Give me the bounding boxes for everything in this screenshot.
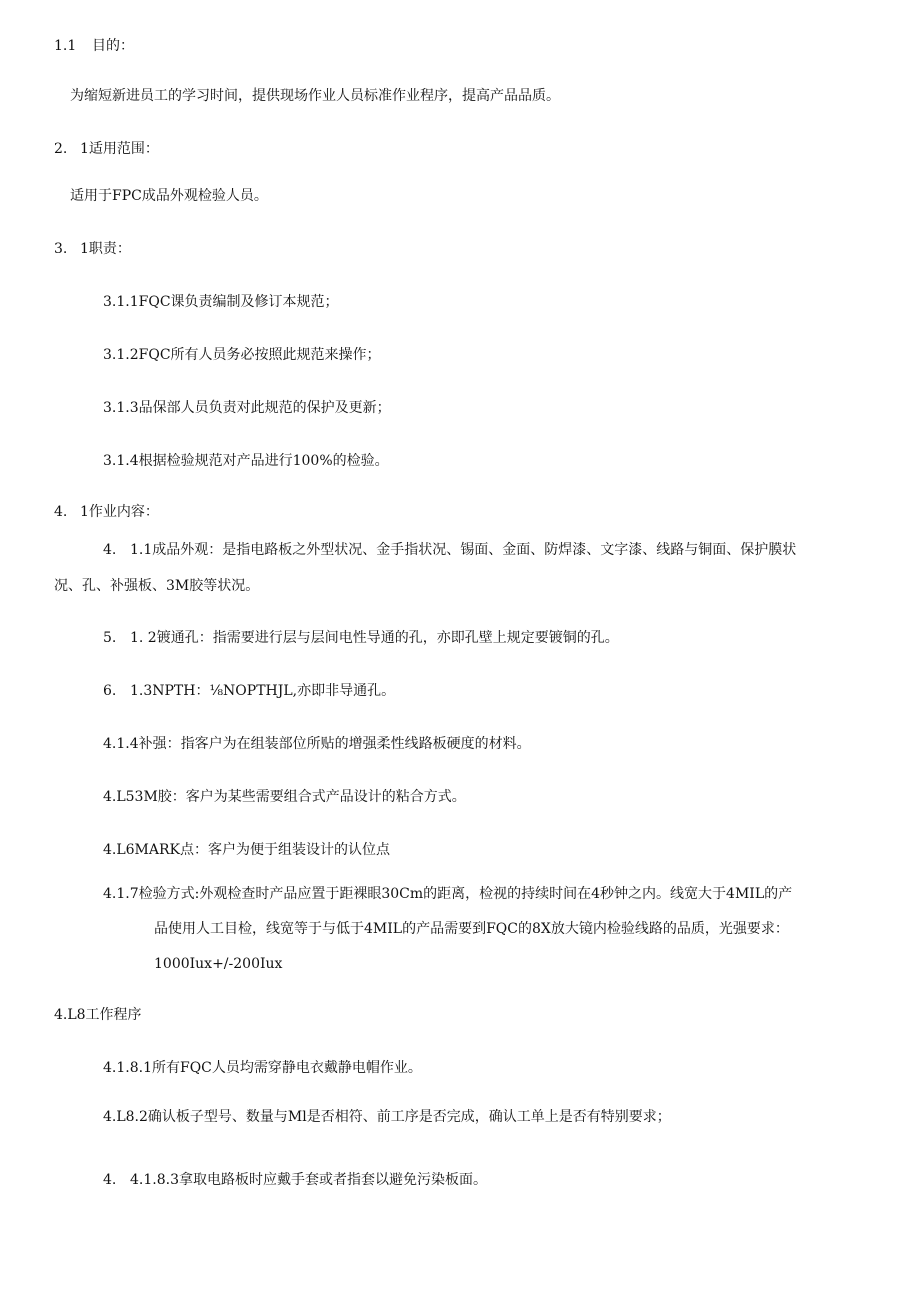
section-number: 3.	[54, 241, 68, 257]
section-3-heading	[54, 239, 131, 259]
definition-item: 4.L6MARK点：客户为便于组装设计的认位点	[103, 842, 391, 858]
heading-text: 1作业内容：	[80, 504, 159, 520]
definition-continuation: 况、孔、补强板、3M胶等状况。	[54, 578, 260, 594]
item-text: 1. 2镀通孔：指需要进行层与层间电性导通的孔，亦即孔壁上规定要镀铜的孔。	[130, 630, 619, 646]
procedure-item: 4.1.8.1所有FQC人员均需穿静电衣戴静电帽作业。	[103, 1060, 422, 1076]
definition-item	[103, 628, 619, 648]
definition-item: 4.L53M胶：客户为某些需要组合式产品设计的粘合方式。	[103, 789, 466, 805]
heading-text: 1适用范围：	[80, 141, 159, 157]
section-1-heading	[54, 36, 134, 56]
heading-text: 1职责：	[80, 241, 131, 257]
definition-item: 4.1.4补强：指客户为在组装部位所贴的增强柔性线路板硬度的材料。	[103, 736, 531, 752]
scope-paragraph: 适用于FPC成品外观检验人员。	[70, 188, 268, 204]
inspection-method-continuation: 1000Iux+/-200Iux	[154, 956, 283, 972]
responsibility-item: 3.1.4根据检验规范对产品进行100%的检验。	[103, 453, 389, 469]
section-2-heading	[54, 139, 159, 159]
inspection-method-item: 4.1.7检验方式:外观检查时产品应置于距裸眼30Cm的距离，检视的持续时间在4秒钟之内。线宽大于4MIL的产	[103, 886, 793, 902]
section-4-heading	[54, 502, 159, 522]
heading-text: 目的：	[92, 38, 134, 54]
definition-item	[103, 540, 796, 560]
section-number: 4.	[54, 504, 68, 520]
procedure-item: 4.L8.2确认板子型号、数量与Ml是否相符、前工序是否完成，确认工单上是否有特别要求；	[103, 1109, 671, 1125]
item-number: 6.	[103, 683, 117, 699]
purpose-paragraph: 为缩短新进员工的学习时间，提供现场作业人员标准作业程序，提高产品品质。	[70, 88, 560, 104]
item-number: 5.	[103, 630, 117, 646]
item-text: 1.3NPTH：⅛NOPTHJL,亦即非导通孔。	[130, 683, 396, 699]
responsibility-item: 3.1.1FQC课负责编制及修订本规范；	[103, 294, 339, 310]
item-number: 4.	[103, 542, 117, 558]
item-text: 1.1成品外观：是指电路板之外型状况、金手指状况、锡面、金面、防焊漆、文字漆、线路与铜面、保护膜状	[130, 542, 797, 558]
section-number: 2.	[54, 141, 68, 157]
procedure-item	[103, 1170, 487, 1190]
section-number: 1.1	[54, 38, 77, 54]
item-text: 4.1.8.3拿取电路板时应戴手套或者指套以避免污染板面。	[130, 1172, 487, 1188]
responsibility-item: 3.1.3品保部人员负责对此规范的保护及更新；	[103, 400, 391, 416]
item-number: 4.	[103, 1172, 117, 1188]
work-procedure-heading: 4.L8工作程序	[54, 1007, 142, 1023]
responsibility-item: 3.1.2FQC所有人员务必按照此规范来操作；	[103, 347, 381, 363]
definition-item	[103, 681, 395, 701]
inspection-method-continuation: 品使用人工目检，线宽等于与低于4MIL的产品需要到FQC的8X放大镜内检验线路的品质，光强要求：	[154, 921, 789, 937]
